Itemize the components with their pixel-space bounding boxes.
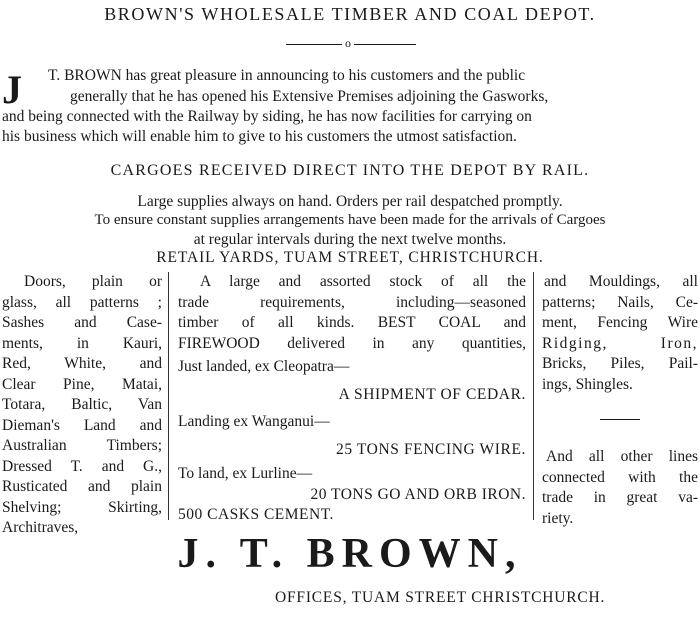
arrangements-line-2-row [0,231,700,249]
right-col-line: ment, Fencing Wire [542,314,698,331]
iron-line: 20 TONS GO AND ORB IRON. [310,485,526,503]
left-col-line: Dieman's Land and [2,416,162,434]
fencing-wire-line: 25 TONS FENCING WIRE. [335,440,526,458]
other-lines-line: riety. [542,509,574,527]
intro-line-3: and being connected with the Railway by siding, he has now facilities for carrying on [2,108,532,125]
supplies-line: Large supplies always on hand. Orders per rail despatched promptly. [137,193,563,210]
left-col-line: Australian Timbers; [2,437,162,454]
left-col-line: Red, White, and [2,355,162,372]
left-column [2,272,162,539]
advert-heading: BROWN'S WHOLESALE TIMBER AND COAL DEPOT. [104,4,596,24]
column-rule-left [168,272,169,520]
separator-line-left [286,44,342,45]
cargoes-banner: CARGOES RECEIVED DIRECT INTO THE DEPOT BY RAIL. [110,162,590,179]
right-col-line: and Mouldings, all [544,273,698,290]
arrangements-line-1: To ensure constant supplies arrangements have been made for the arrivals of Cargoes [94,212,606,228]
left-col-line: Rusticated and plain [2,478,162,495]
right-col-line: Ridging, Iron, [542,334,698,352]
left-col-line: Sashes and Case- [2,314,162,331]
left-col-line: Shelving; Skirting, [2,498,162,516]
right-column-footer [542,447,698,529]
separator-line-right [354,44,416,45]
right-col-line: Bricks, Piles, Pail- [542,355,698,372]
intro-line-4: his business which will enable him to give to his customers the utmost satisfaction. [2,128,517,145]
other-lines-line: connected with the [542,468,698,486]
stock-line: timber of all kinds. BEST COAL and [178,314,526,331]
separator-mark: o [345,36,351,50]
stock-line: FIREWOOD delivered in any quantities, [178,334,526,352]
left-col-line: Totara, Baltic, Van [2,396,162,413]
intro-line-2: generally that he has opened his Extensive Premises adjoining the Gasworks, [70,88,549,105]
other-lines-line: And all other lines [546,448,698,465]
to-land-line: To land, ex Lurline— [178,465,313,482]
other-lines-line: trade in great va- [542,489,698,506]
just-landed-line: Just landed, ex Cleopatra— [178,358,350,375]
landing-line: Landing ex Wanganui— [178,413,330,430]
left-col-line: ments, in Kauri, [2,334,162,352]
column-rule-right [533,272,534,520]
left-col-line: Clear Pine, Matai, [2,375,162,393]
middle-column [178,272,526,526]
right-column [542,272,698,395]
drop-initial: J [2,67,22,112]
right-col-line: ings, Shingles. [542,375,633,393]
proprietor-signature: J. T. BROWN, [177,531,523,577]
heading-separator [286,38,416,50]
left-col-line: glass, all patterns ; [2,293,162,311]
cement-line: 500 CASKS CEMENT. [178,506,334,523]
right-column-dash [600,419,640,420]
stock-line: trade requirements, including—seasoned [178,293,526,311]
left-col-line: Doors, plain or [24,273,162,290]
arrangements-line-2: at regular intervals during the next twelve months. [193,231,507,248]
left-col-line: Dressed T. and G., [2,457,162,475]
stock-line: A large and assorted stock of all the [200,273,526,290]
right-col-line: patterns; Nails, Ce- [542,293,698,311]
cedar-line: A SHIPMENT OF CEDAR. [338,385,526,403]
offices-address: OFFICES, TUAM STREET CHRISTCHURCH. [275,589,606,606]
left-col-line: Architraves, [2,519,79,536]
retail-yards-line: RETAIL YARDS, TUAM STREET, CHRISTCHURCH. [156,249,544,266]
intro-line-1: T. BROWN has great pleasure in announcing to his customers and the public [48,67,526,84]
